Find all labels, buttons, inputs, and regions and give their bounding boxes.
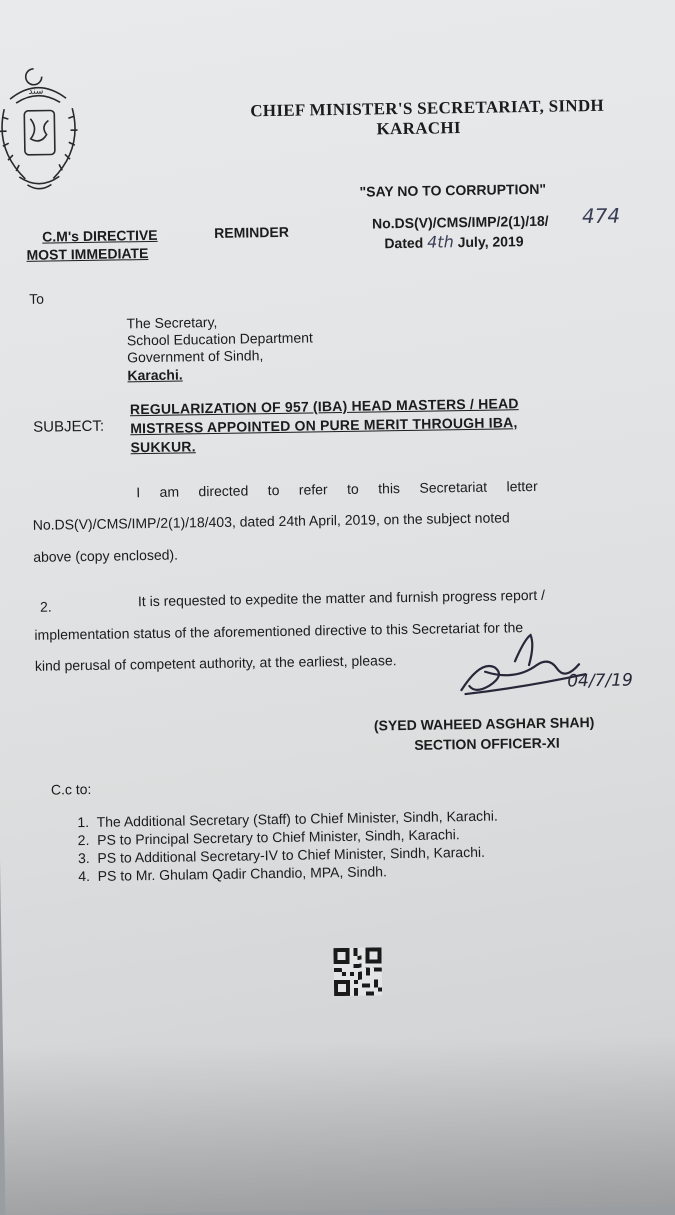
cc-item: 2. PS to Principal Secretary to Chief Minister, Sindh, Karachi. <box>77 826 460 849</box>
paragraph-2-line: implementation status of the aforementioned directive to this Secretariat for the <box>34 619 524 643</box>
dated-rest: July, 2019 <box>457 233 524 251</box>
addressee-line: The Secretary, <box>126 313 218 332</box>
letter-number-handwritten: 474 <box>581 203 621 229</box>
anti-corruption-slogan: "SAY NO TO CORRUPTION" <box>359 180 547 200</box>
secretariat-title: CHIEF MINISTER'S SECRETARIAT, SINDH <box>250 95 605 121</box>
paragraph-1-line: No.DS(V)/CMS/IMP/2(1)/18/403, dated 24th April, 2019, on the subject noted <box>32 509 510 533</box>
paragraph-2-number: 2. <box>39 598 52 615</box>
paragraph-1-line: I am directed to refer to this Secretariat letter <box>136 477 538 501</box>
subject-line: MISTRESS APPOINTED ON PURE MERIT THROUGH IBA, <box>130 414 518 437</box>
dated-label: Dated <box>384 234 424 252</box>
to-label: To <box>29 290 45 307</box>
paragraph-2-line: It is requested to expedite the matter and furnish progress report / <box>137 586 546 610</box>
cc-label: C.c to: <box>50 780 92 798</box>
svg-text:سنڌ: سنڌ <box>28 86 44 97</box>
handwritten-signature <box>454 629 655 712</box>
most-immediate-tag: MOST IMMEDIATE <box>26 244 149 263</box>
secretariat-city: KARACHI <box>376 118 461 139</box>
qr-code <box>333 947 382 996</box>
sindh-government-emblem <box>0 58 88 209</box>
page-shadow <box>3 1035 675 1215</box>
signature-date: 04/7/19 <box>567 670 633 692</box>
letter-date <box>384 231 523 252</box>
cm-directive-tag: C.M's DIRECTIVE <box>42 226 158 245</box>
reminder-tag: REMINDER <box>214 223 289 241</box>
addressee-line: Government of Sindh, <box>127 347 264 366</box>
signatory-designation: SECTION OFFICER-XI <box>414 734 560 753</box>
subject-label: SUBJECT: <box>33 417 105 436</box>
addressee-line: School Education Department <box>126 329 313 349</box>
subject-line: REGULARIZATION OF 957 (IBA) HEAD MASTERS / HEAD <box>129 395 519 418</box>
dated-handwritten-day: 4th <box>427 232 454 252</box>
subject-line: SUKKUR. <box>130 438 196 456</box>
cc-item: 3. PS to Additional Secretary-IV to Chief Minister, Sindh, Karachi. <box>77 843 486 867</box>
cc-item: 4. PS to Mr. Ghulam Qadir Chandio, MPA, Sindh. <box>78 863 388 885</box>
cc-item: 1. The Additional Secretary (Staff) to Chief Minister, Sindh, Karachi. <box>77 807 498 831</box>
paragraph-2-line: kind perusal of competent authority, at the earliest, please. <box>34 652 397 674</box>
letter-number-prefix: No.DS(V)/CMS/IMP/2(1)/18/ <box>371 212 549 232</box>
signatory-name: (SYED WAHEED ASGHAR SHAH) <box>373 714 595 734</box>
letter-number <box>372 213 549 232</box>
paragraph-1-line: above (copy enclosed). <box>33 546 179 565</box>
addressee-city: Karachi. <box>127 366 183 384</box>
